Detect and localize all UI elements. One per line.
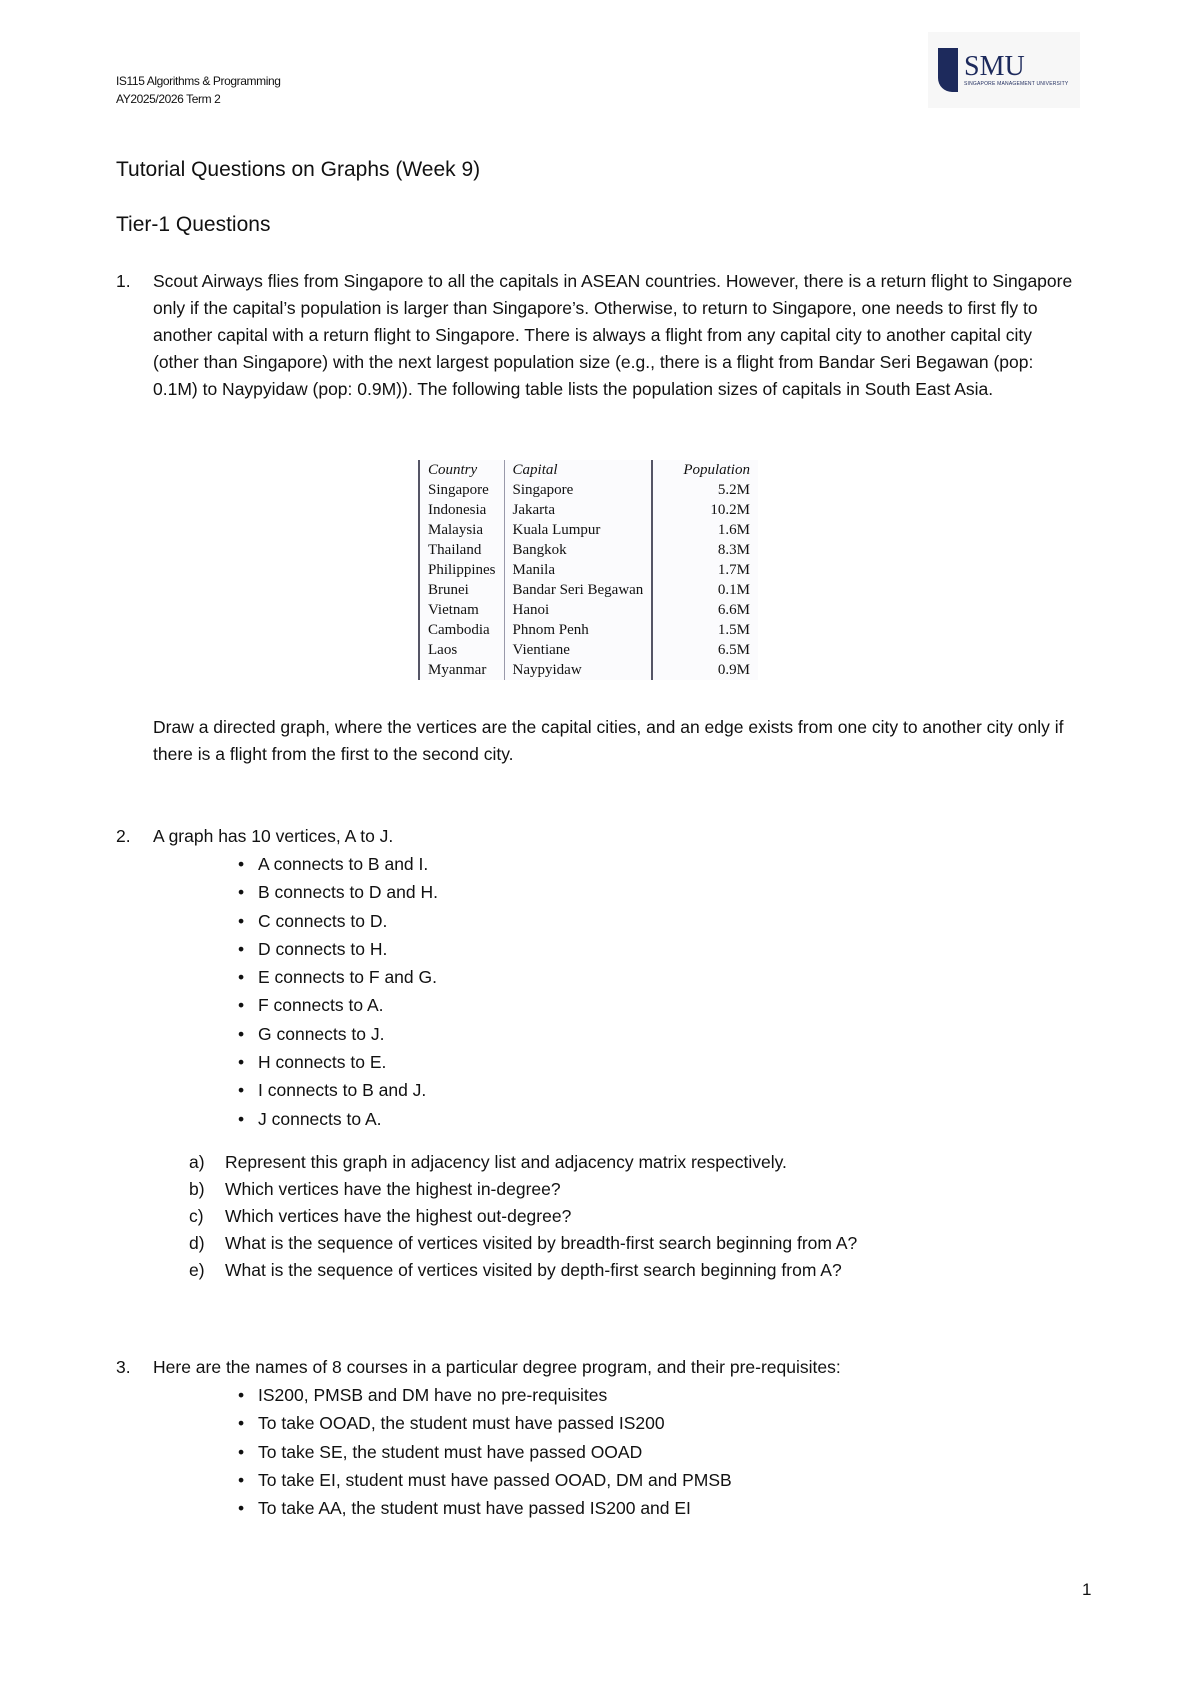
- bullet-item: • IS200, PMSB and DM have no pre-requisites: [238, 1381, 1076, 1409]
- smu-logo: [928, 32, 1080, 108]
- bullet-item: • H connects to E.: [238, 1048, 1076, 1076]
- question-3: [116, 1354, 1076, 1522]
- table-cell: 10.2M: [652, 500, 758, 520]
- bullet-item: • I connects to B and J.: [238, 1076, 1076, 1104]
- table-row: [419, 580, 758, 600]
- sub-question-label: c): [189, 1205, 204, 1226]
- table-cell: Phnom Penh: [504, 620, 652, 640]
- table-cell: 0.9M: [652, 660, 758, 680]
- bullet-item: • F connects to A.: [238, 991, 1076, 1019]
- table-cell: Jakarta: [504, 500, 652, 520]
- question-text: Here are the names of 8 courses in a particular degree program, and their pre-requisites:: [153, 1357, 841, 1377]
- sub-question-label: e): [189, 1259, 205, 1280]
- table-row: [419, 560, 758, 580]
- sub-question-text: What is the sequence of vertices visited by depth-first search beginning from A?: [225, 1259, 842, 1280]
- table-cell: 0.1M: [652, 580, 758, 600]
- table-header-row: [419, 460, 758, 480]
- table-row: [419, 600, 758, 620]
- section-heading: Tier-1 Questions: [116, 213, 271, 236]
- sub-question-label: a): [189, 1151, 205, 1172]
- bullet-item: • G connects to J.: [238, 1020, 1076, 1048]
- bullet-item: • J connects to A.: [238, 1105, 1076, 1133]
- term: AY2025/2026 Term 2: [116, 92, 221, 106]
- table-row: [419, 620, 758, 640]
- bullet-item: • D connects to H.: [238, 935, 1076, 963]
- table-cell: Kuala Lumpur: [504, 520, 652, 540]
- table-row: [419, 480, 758, 500]
- table-cell: Vientiane: [504, 640, 652, 660]
- sub-question: [189, 1149, 1076, 1176]
- sub-question-text: What is the sequence of vertices visited by breadth-first search beginning from A?: [225, 1232, 858, 1253]
- table-cell: Indonesia: [419, 500, 504, 520]
- question-number: 3.: [116, 1357, 131, 1377]
- table-cell: 8.3M: [652, 540, 758, 560]
- table-cell: 6.6M: [652, 600, 758, 620]
- page-number: 1: [1082, 1580, 1092, 1599]
- page-title: Tutorial Questions on Graphs (Week 9): [116, 158, 481, 181]
- logo-subtext: SINGAPORE MANAGEMENT UNIVERSITY: [964, 81, 1069, 87]
- sub-question: [189, 1257, 1076, 1284]
- table-cell: Philippines: [419, 560, 504, 580]
- header-country: Country: [419, 460, 504, 480]
- table-cell: 1.7M: [652, 560, 758, 580]
- table-cell: Hanoi: [504, 600, 652, 620]
- table-row: [419, 520, 758, 540]
- sub-question: [189, 1230, 1076, 1257]
- course-name: IS115 Algorithms & Programming: [116, 74, 281, 88]
- table-cell: Thailand: [419, 540, 504, 560]
- sub-questions: [189, 1149, 1076, 1284]
- table-row: [419, 500, 758, 520]
- page-header: [116, 72, 281, 108]
- question-2: [116, 823, 1076, 1284]
- table-cell: Singapore: [504, 480, 652, 500]
- table-cell: Bangkok: [504, 540, 652, 560]
- table-cell: Malaysia: [419, 520, 504, 540]
- sub-question-label: d): [189, 1232, 205, 1253]
- question-number: 1.: [116, 271, 131, 291]
- question-number: 2.: [116, 826, 131, 846]
- instruction-text: Draw a directed graph, where the vertices are the capital cities, and an edge exists from one city to another city only if there is a flight from the first to the second city.: [153, 717, 1064, 764]
- prerequisite-list: [238, 1381, 1076, 1522]
- connection-list: [238, 850, 1076, 1133]
- table-row: [419, 640, 758, 660]
- table-cell: Naypyidaw: [504, 660, 652, 680]
- sub-question-label: b): [189, 1178, 205, 1199]
- table-cell: 5.2M: [652, 480, 758, 500]
- table-cell: Myanmar: [419, 660, 504, 680]
- logo-text: SMU: [964, 51, 1025, 82]
- table-cell: Bandar Seri Begawan: [504, 580, 652, 600]
- question-1-instruction: [116, 714, 1076, 768]
- sub-question-text: Which vertices have the highest out-degree?: [225, 1205, 572, 1226]
- bullet-item: • To take SE, the student must have passed OOAD: [238, 1438, 1076, 1466]
- table-cell: Cambodia: [419, 620, 504, 640]
- question-text: A graph has 10 vertices, A to J.: [153, 826, 394, 846]
- sub-question: [189, 1203, 1076, 1230]
- bullet-item: • To take EI, student must have passed OOAD, DM and PMSB: [238, 1466, 1076, 1494]
- bullet-item: • To take AA, the student must have passed IS200 and EI: [238, 1494, 1076, 1522]
- bullet-item: • B connects to D and H.: [238, 878, 1076, 906]
- bullet-item: • To take OOAD, the student must have passed IS200: [238, 1409, 1076, 1437]
- question-text: Scout Airways flies from Singapore to all the capitals in ASEAN countries. However, there is a return flight to Singapore only if the capital’s population is larger than Singapore’s. Otherwise, to return to Singapore, one needs to first fly to another capital with a return flight to Singapore. There is always a flight from any capital city to another capital city (other than Singapore) with the next largest population size (e.g., there is a flight from Bandar Seri Begawan (pop: 0.1M) to Naypyidaw (pop: 0.9M)). The following table lists the population sizes of capitals in South East Asia.: [153, 271, 1073, 399]
- header-population: Population: [652, 460, 758, 480]
- sub-question-text: Which vertices have the highest in-degree?: [225, 1178, 561, 1199]
- table-cell: Manila: [504, 560, 652, 580]
- table-cell: Singapore: [419, 480, 504, 500]
- table-cell: 1.5M: [652, 620, 758, 640]
- sub-question: [189, 1176, 1076, 1203]
- bullet-item: • C connects to D.: [238, 907, 1076, 935]
- header-capital: Capital: [504, 460, 652, 480]
- population-table: [418, 460, 758, 680]
- table-cell: Laos: [419, 640, 504, 660]
- table-row: [419, 540, 758, 560]
- bullet-item: • A connects to B and I.: [238, 850, 1076, 878]
- bullet-item: • E connects to F and G.: [238, 963, 1076, 991]
- table-cell: 1.6M: [652, 520, 758, 540]
- question-1: [116, 268, 1076, 403]
- sub-question-text: Represent this graph in adjacency list and adjacency matrix respectively.: [225, 1151, 787, 1172]
- table-cell: Brunei: [419, 580, 504, 600]
- table-cell: 6.5M: [652, 640, 758, 660]
- logo-mark-icon: [938, 48, 958, 92]
- table-cell: Vietnam: [419, 600, 504, 620]
- table-row: [419, 660, 758, 680]
